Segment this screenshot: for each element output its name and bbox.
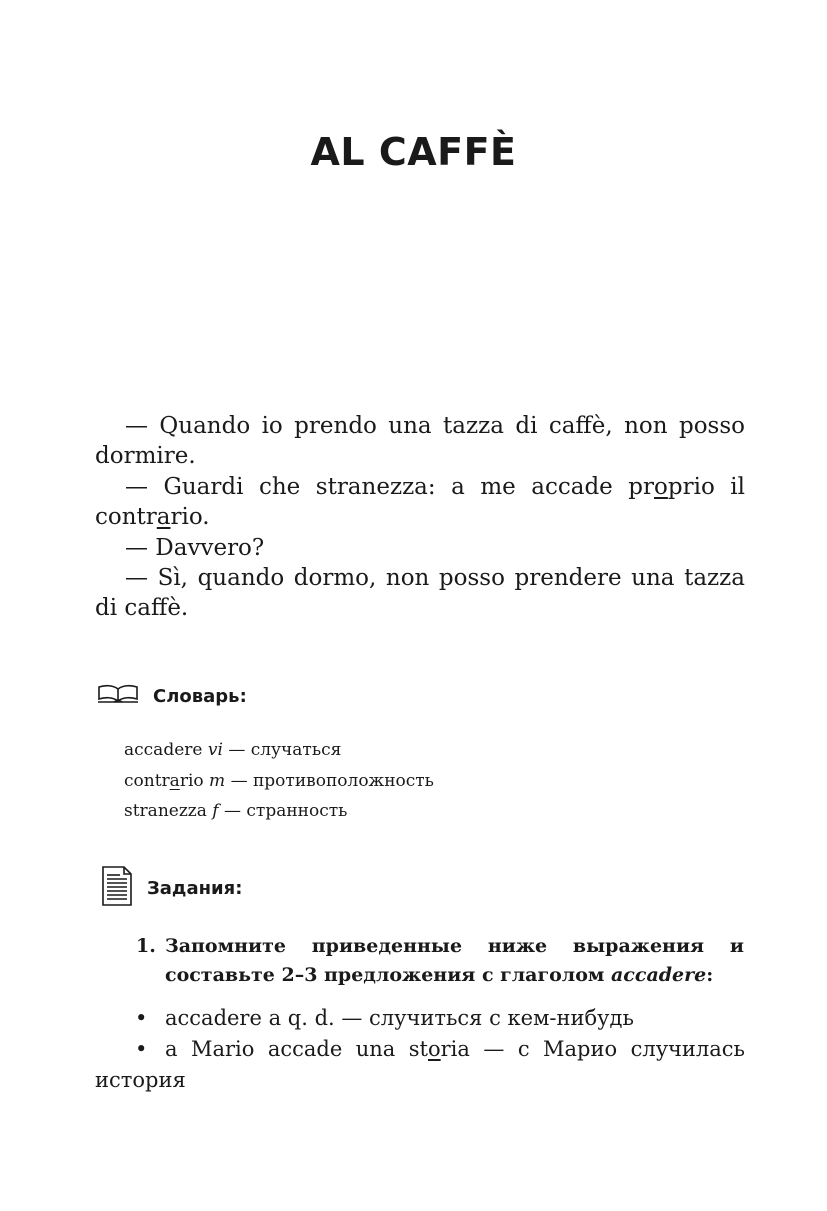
task-text [136,932,744,990]
expressions-list [95,1003,745,1096]
text-segment: contr [124,770,170,791]
dialogue-text [95,411,745,624]
vocab-word: accadere [124,740,203,760]
list-item [95,1034,745,1096]
dialogue-line: — Davvero? [125,534,265,561]
dialogue-line: — Sì, quando dormo, non posso prendere una tazza di caffè. [95,565,745,622]
tasks-heading [101,866,242,911]
stress-mark: o [654,473,668,500]
text-segment: : [706,964,714,986]
bullet: • [135,1037,148,1061]
stress-mark: a [156,504,171,531]
vocabulary-entry [124,735,434,766]
page-title: AL CAFFÈ [310,130,517,174]
vocab-pos: f [212,801,219,821]
text-segment: a Mario accade una st [165,1037,428,1061]
vocabulary-label: Словарь: [153,686,247,707]
dialogue-line [95,472,745,533]
vocab-translation: — случаться [228,740,342,760]
vocabulary-list [124,735,434,827]
text-segment: rio. [170,504,210,531]
text-segment: prio il contr [95,473,746,531]
text-segment: ria — с Марио случилась история [95,1037,745,1092]
text-segment: rio [179,770,204,791]
stress-mark: a [169,770,180,791]
dialogue-line: — Quando io prendo una tazza di caffè, non posso dormire. [95,413,745,470]
vocab-pos: vi [207,740,223,760]
vocab-pos: m [209,770,226,791]
stress-mark: o [427,1037,441,1061]
text-segment: Запомните приведенные ниже выражения и составьте 2–3 предложения с глаголом [165,935,744,986]
vocab-word [124,771,204,791]
vocabulary-entry [124,796,434,827]
task-item [136,932,744,990]
vocab-word: stranezza [124,801,207,821]
expression-text: accadere a q. d. — случиться с кем-нибудь [165,1006,634,1030]
text-segment: — Guardi che stranezza: a me accade pr [125,473,655,500]
open-book-icon [97,684,139,709]
document-icon [101,866,133,911]
bullet: • [135,1006,148,1030]
list-item [95,1003,745,1034]
vocabulary-entry [124,766,434,797]
tasks-label: Задания: [147,878,243,899]
task-number: 1. [136,935,156,957]
vocabulary-heading [97,684,247,709]
task-verb: accadere [611,964,707,986]
vocab-translation: — странность [223,801,348,821]
vocab-translation: — противоположность [230,770,434,791]
